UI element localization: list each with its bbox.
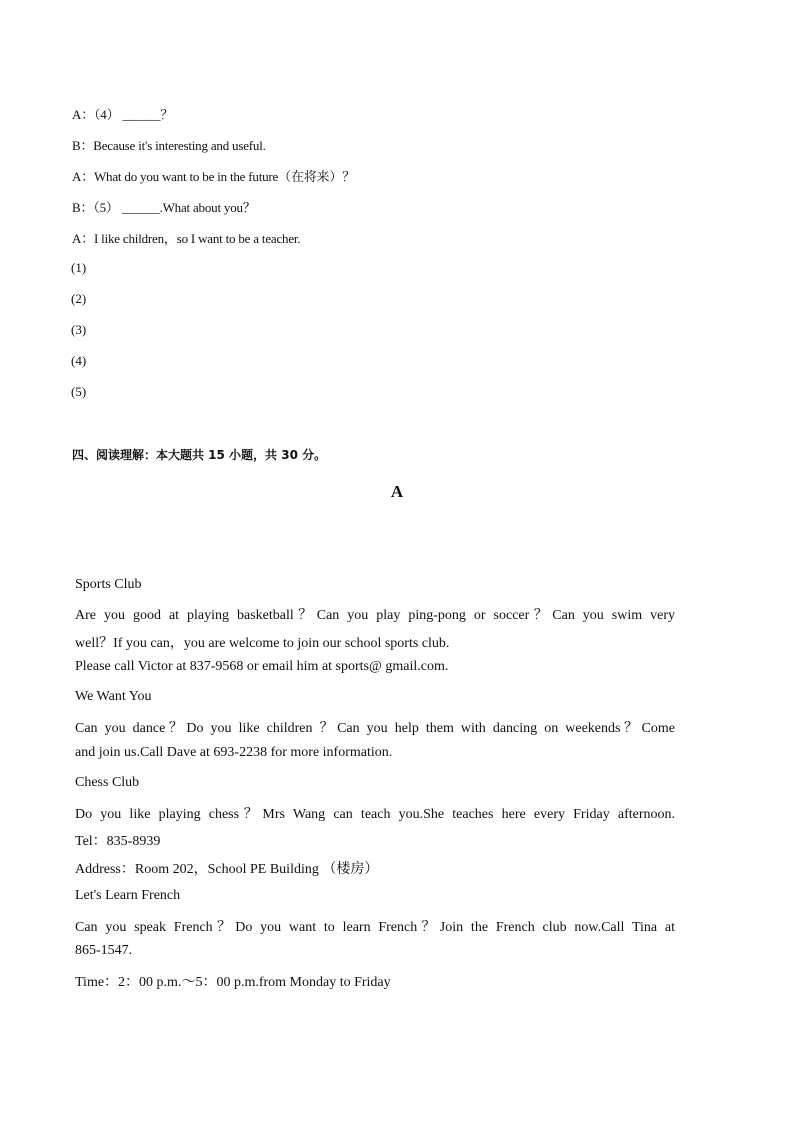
passage-line: Can you speak French？Do you want to learn French？Join the French club now.Call Tina at (75, 920, 675, 935)
dialogue-line-b-because: B：Because it's interesting and useful. (72, 138, 266, 153)
passage-line: Address：Room 202，School PE Building （楼房） (75, 862, 379, 877)
passage-line: Please call Victor at 837-9568 or email him at sports@ gmail.com. (75, 659, 449, 674)
ad-title-we-want-you: We Want You (75, 689, 152, 704)
dialogue-line-a-teacher: A：I like children，so I want to be a teacher. (72, 231, 301, 246)
passage-line: Are you good at playing basketball？Can you play ping-pong or soccer？Can you swim very (75, 608, 675, 623)
dialogue-line-a4: A：（4） ______？ (72, 107, 174, 122)
passage-line: 865-1547. (75, 943, 133, 958)
answer-slot-5: (5) (71, 384, 87, 399)
answer-slot-4: (4) (71, 353, 87, 368)
passage-line: and join us.Call Dave at 693-2238 for more information. (75, 745, 393, 760)
dialogue-line-a-future: A：What do you want to be in the future（在将来）？ (72, 169, 355, 184)
ad-title-chess-club: Chess Club (75, 775, 140, 790)
ad-title-sports-club: Sports Club (75, 577, 142, 592)
ad-title-lets-learn-french: Let's Learn French (75, 888, 181, 903)
passage-line: Can you dance？Do you like children ？Can you help them with dancing on weekends？Come (75, 721, 675, 736)
answer-slot-1: (1) (71, 260, 87, 275)
passage-line: well？If you can，you are welcome to join our school sports club. (75, 636, 450, 651)
passage-line: Time：2：00 p.m.～5：00 p.m.from Monday to Friday (75, 975, 391, 990)
passage-title: A (390, 482, 404, 501)
answer-slot-3: (3) (71, 322, 87, 337)
passage-line: Do you like playing chess？Mrs Wang can teach you.She teaches here every Friday afternoon. (75, 807, 675, 822)
section-heading: 四、阅读理解：本大题共 15 小题，共 30 分。 (72, 448, 327, 462)
answer-slot-2: (2) (71, 291, 87, 306)
passage-line: Tel：835-8939 (75, 834, 161, 849)
dialogue-line-b5: B：（5） ______.What about you？ (72, 200, 256, 215)
